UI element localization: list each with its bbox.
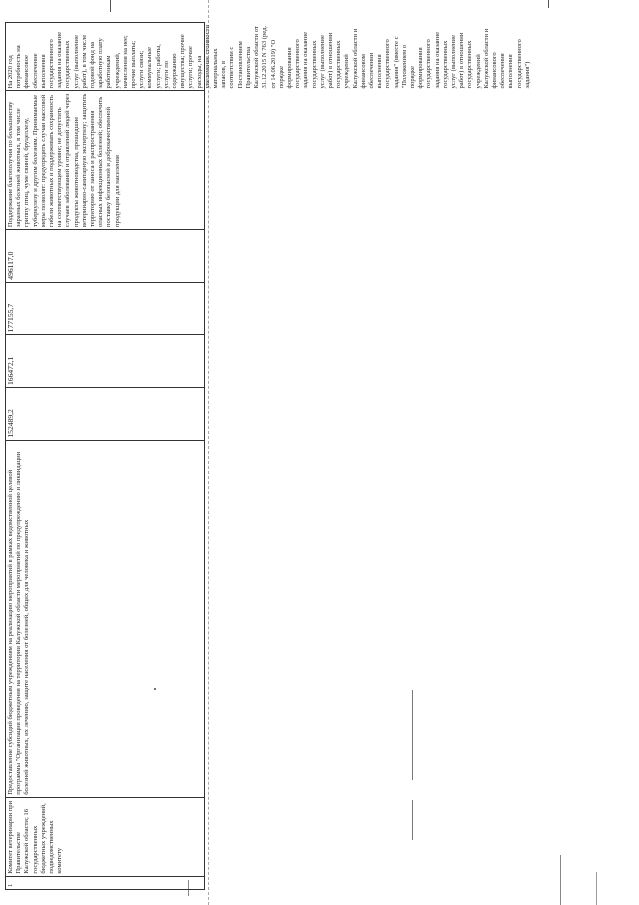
- cell-basis: На 2020 год потребность на финансовое обеспечение выполнения государственного задания на оказание государственных услуг (выполнение работ), в том числе годовой фонд на заработную плату работникам учреждений, начисления на нее; прочие выплаты; услуги связи; коммунальные услуги; работы, услуги по содержанию имущества; прочие услуги; прочие расходы, на увеличение стоимости материальных запасов, в соответствии с Постановлением Правительства Калужской области от 31.12.2015 N 763 (ред. от 14.06.2019) "О порядке формирования государственного задания на оказание государственных услуг (выполнение работ) в отношении государственных учреждений Калужской области и финансовом обеспечении выполнения государственного задания" (вместе с "Положением о порядке формирования государственного задания на оказание государственных услуг (выполнение работ) в отношении государственных учреждений Калужской области и финансового обеспечения выполнения государственного задания"): [7, 24, 531, 89]
- cell-row-number: 1: [6, 876, 204, 889]
- cell-value-2020: 152489,2: [6, 387, 204, 440]
- cell-value-2022: 177155,7: [6, 282, 204, 335]
- scan-mark-top: [110, 0, 111, 12]
- scan-mark-bottom: [560, 855, 561, 905]
- table-container: [5, 22, 531, 892]
- cell-value-2021: 166472,1: [6, 334, 204, 387]
- cell-description: Предоставление субсидий бюджетным учреждениям на реализацию мероприятий в рамках ведомственной целевой программы "Организация проведения на территории Калужской области мероприятий по предупреждению и ликвидации болезней животных, их лечению, защите населения от болезней, общих для человека и животных: [6, 440, 204, 797]
- cell-value-total: 496117,0: [6, 229, 204, 282]
- scan-mark-bottom-2: [596, 872, 597, 905]
- inner-line-2: [412, 800, 413, 840]
- scan-mark-top-right: [548, 0, 549, 8]
- data-table: [5, 22, 531, 890]
- scan-fold-line: [208, 0, 209, 905]
- inner-line-1: [412, 690, 413, 780]
- cell-goal: Поддержание благополучия по большинству заразных болезней животных, в том числе гриппу птиц, чуме свиней, бруцеллезу, туберкулезу и другим болезням. Принимаемые меры позволят: предупредить случаи массовой гибели животных и поддерживать сохранность на соответствующем уровне; не допустить случаев заболеваний и отравлений людей через продукты животноводства, прошедшие ветеринарно-санитарную экспертизу; защитить территорию от заноса и распространения опасных инфекционных болезней; обеспечить поставку безопасной и доброкачественной продукции для населения: [6, 91, 204, 230]
- cell-organization: Комитет ветеринарии при Правительстве Калужской области; 16 государственных бюджетных учреждений, подведомственных комитету: [6, 797, 204, 876]
